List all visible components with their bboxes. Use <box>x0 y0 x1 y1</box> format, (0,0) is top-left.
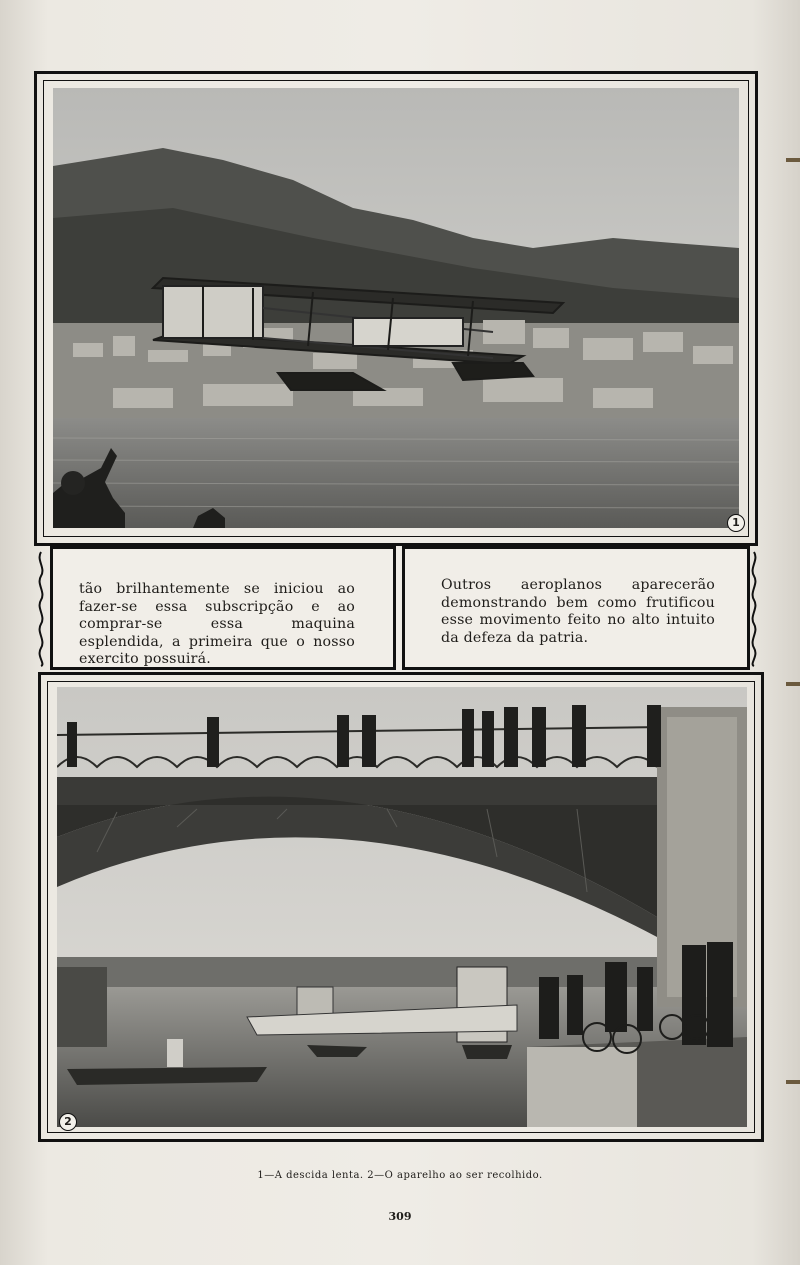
binding-mark <box>786 158 800 162</box>
binding-mark <box>786 682 800 686</box>
text-paragraph-right: Outros aeroplanos aparecerão demonstrando bem como frutificou esse movimento feito no alto intuito da defeza da patria. <box>441 577 715 646</box>
text-column-right <box>402 546 750 670</box>
figure-2-number-badge: 2 <box>59 1113 77 1131</box>
binding-mark <box>786 1080 800 1084</box>
page-number: 309 <box>388 1210 412 1223</box>
figure-1-number-badge: 1 <box>727 514 745 532</box>
figure-2-frame <box>38 672 764 1142</box>
right-ornament-icon <box>748 550 760 668</box>
text-paragraph-left: tão brilhantemente se iniciou ao fazer-se essa subscripção e ao comprar-se essa maquina esplendida, a primeira que o nosso exercito possuirá. <box>79 581 355 667</box>
text-column-left <box>50 546 396 670</box>
left-ornament-icon <box>35 550 47 668</box>
figure-1-photo <box>53 88 739 528</box>
figure-caption: 1—A descida lenta. 2—O aparelho ao ser recolhido. <box>257 1170 543 1181</box>
figure-1-frame <box>34 71 758 546</box>
figure-2-photo <box>57 687 747 1127</box>
